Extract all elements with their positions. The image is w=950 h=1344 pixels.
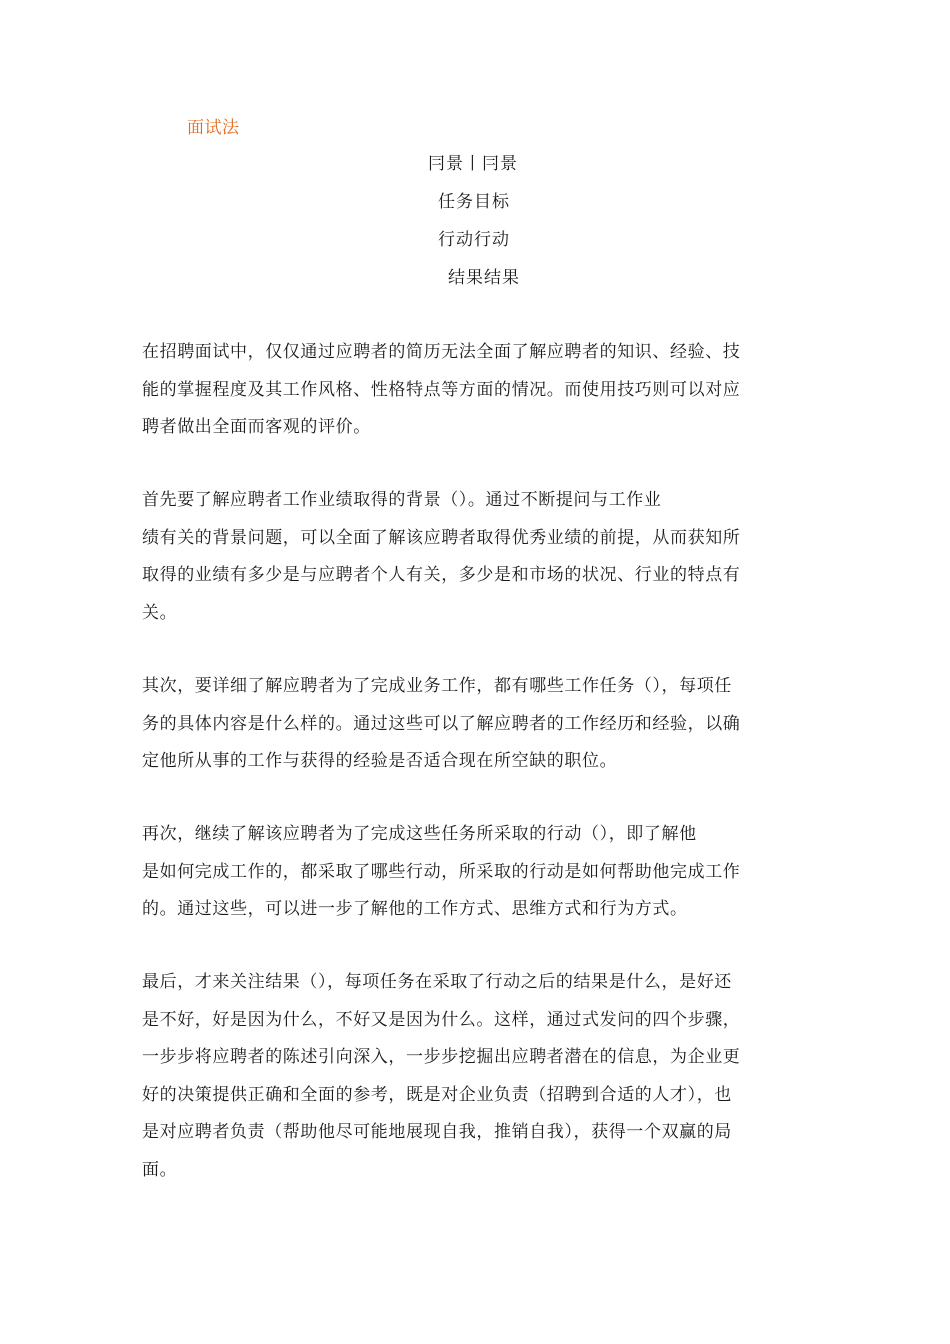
paragraph-situation [142, 482, 810, 632]
star-item-result: 结果结果 [448, 268, 520, 288]
paragraph-line: 在招聘面试中，仅仅通过应聘者的简历无法全面了解应聘者的知识、经验、技 [142, 342, 741, 362]
paragraph-line: 务的具体内容是什么样的。通过这些可以了解应聘者的工作经历和经验，以确 [142, 713, 741, 734]
paragraph-action [142, 816, 810, 929]
paragraph-line: 是对应聘者负责（帮助他尽可能地展现自我，推销自我），获得一个双赢的局 [142, 1122, 732, 1142]
paragraph-line: 取得的业绩有多少是与应聘者个人有关，多少是和市场的状况、行业的特点有 [142, 565, 741, 585]
paragraph-line: 聘者做出全面而客观的评价。 [142, 417, 371, 437]
star-item-task: 任务目标 [438, 192, 510, 212]
paragraph-line: 能的掌握程度及其工作风格、性格特点等方面的情况。而使用技巧则可以对应 [142, 379, 741, 400]
paragraph-line: 定他所从事的工作与获得的经验是否适合现在所空缺的职位。 [142, 751, 618, 771]
star-item-situation: 冃景丨冃景 [428, 154, 518, 174]
paragraph-line: 面。 [142, 1159, 178, 1180]
paragraph-intro [142, 334, 810, 447]
paragraph-line: 再次，继续了解该应聘者为了完成这些任务所采取的行动（），即了解他 [142, 824, 697, 844]
paragraph-line: 最后，才来关注结果（），每项任务在采取了行动之后的结果是什么，是好还 [142, 972, 732, 992]
paragraph-line: 首先要了解应聘者工作业绩取得的背景（）。通过不断提问与工作业 [142, 490, 662, 510]
paragraph-line: 绩有关的背景问题，可以全面了解该应聘者取得优秀业绩的前提，从而获知所 [142, 527, 741, 548]
paragraph-line: 是不好，好是因为什么，不好又是因为什么。这样，通过式发问的四个步骤， [142, 1009, 741, 1030]
paragraph-line: 好的决策提供正确和全面的参考，既是对企业负责（招聘到合适的人才），也 [142, 1084, 732, 1105]
paragraph-line: 其次，要详细了解应聘者为了完成业务工作，都有哪些工作任务（），每项任 [142, 676, 732, 696]
paragraph-line: 是如何完成工作的，都采取了哪些行动，所采取的行动是如何帮助他完成工作 [142, 861, 741, 882]
paragraph-task [142, 668, 810, 781]
paragraph-result [142, 964, 810, 1189]
document-title: 面试法 [187, 118, 240, 138]
paragraph-line: 一步步将应聘者的陈述引向深入，一步步挖掘出应聘者潜在的信息，为企业更 [142, 1047, 741, 1067]
paragraph-line: 的。通过这些，可以进一步了解他的工作方式、思维方式和行为方式。 [142, 899, 688, 919]
paragraph-line: 关。 [142, 602, 178, 623]
star-item-action: 行动行动 [438, 230, 510, 250]
